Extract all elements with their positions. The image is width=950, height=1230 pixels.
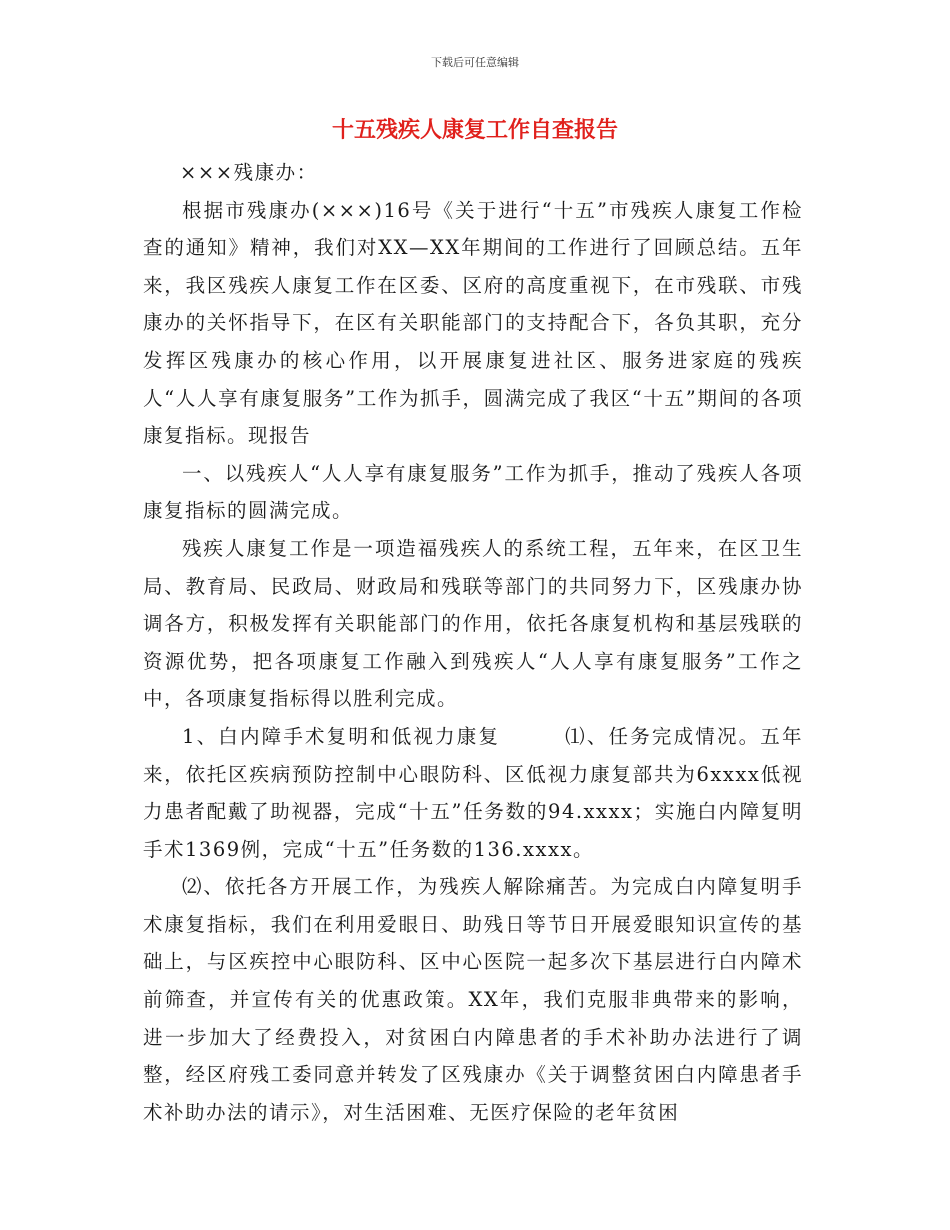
- salutation: ×××残康办：: [180, 161, 318, 184]
- paragraph-intro: 根据市残康办(×××)16号《关于进行“十五”市残疾人康复工作检查的通知》精神，我们对XX—XX年期间的工作进行了回顾总结。五年来，我区残疾人康复工作在区委、区府的高度重视下，在市残联、市残康办的关怀指导下，在区有关职能部门的支持配合下，各负其职，充分发挥区残康办的核心作用，以开展康复进社区、服务进家庭的残疾人“人人享有康复服务”工作为抓手，圆满完成了我区“十五”期间的各项康复指标。现报告: [143, 198, 803, 448]
- paragraph-cataract-task: 1、白内障手术复明和低视力康复 ⑴、任务完成情况。五年来，依托区疾病预防控制中心眼防科、区低视力康复部共为6xxxx低视力患者配戴了助视器，完成“十五”任务数的94.xxxx；实施白内障复明手术1369例，完成“十五”任务数的136.xxxx。: [143, 724, 803, 861]
- document-title: 十五残疾人康复工作自查报告: [331, 117, 618, 143]
- paragraph-cataract-measures: ⑵、依托各方开展工作，为残疾人解除痛苦。为完成白内障复明手术康复指标，我们在利用爱眼日、助残日等节日开展爱眼知识宣传的基础上，与区疾控中心眼防科、区中心医院一起多次下基层进行白内障术前筛查，并宣传有关的优惠政策。XX年，我们克服非典带来的影响，进一步加大了经费投入，对贫困白内障患者的手术补助办法进行了调整，经区府残工委同意并转发了区残康办《关于调整贫困白内障患者手术补助办法的请示》，对生活困难、无医疗保险的老年贫困: [143, 875, 803, 1124]
- header-note: 下载后可任意编辑: [431, 56, 519, 69]
- paragraph-section-one-heading: 一、以残疾人“人人享有康复服务”工作为抓手，推动了残疾人各项康复指标的圆满完成。: [143, 461, 803, 523]
- document-body: [143, 154, 803, 1131]
- paragraph-section-one-body: 残疾人康复工作是一项造福残疾人的系统工程，五年来，在区卫生局、教育局、民政局、财政局和残联等部门的共同努力下，区残康办协调各方，积极发挥有关职能部门的作用，依托各康复机构和基层残联的资源优势，把各项康复工作融入到残疾人“人人享有康复服务”工作之中，各项康复指标得以胜利完成。: [143, 536, 803, 711]
